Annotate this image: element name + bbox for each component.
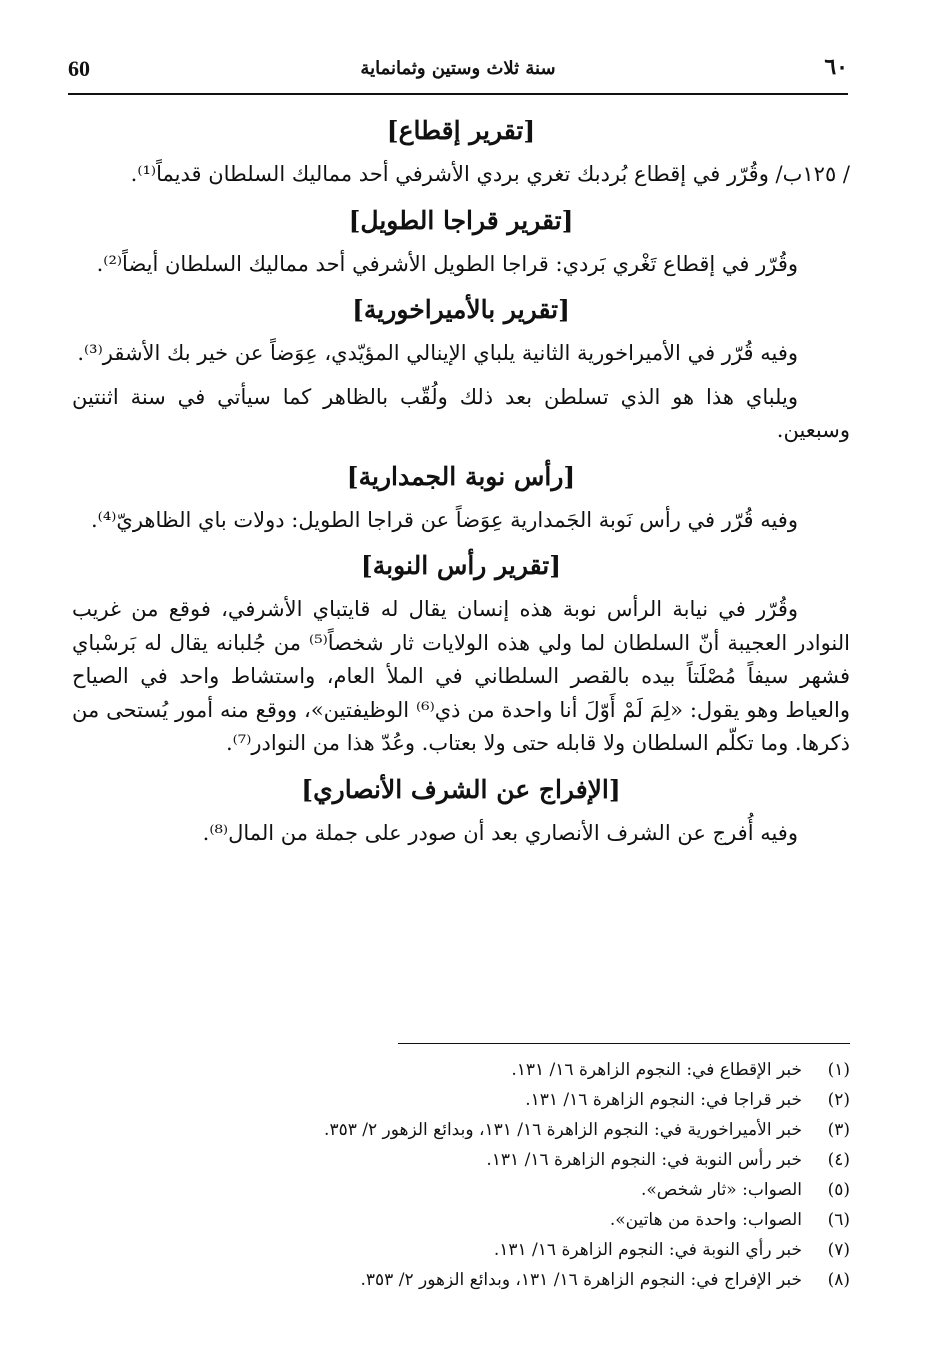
- section-heading: [تقرير إقطاع]: [386, 116, 536, 145]
- footnote-rule: [398, 1043, 850, 1044]
- paragraph: ويلباي هذا هو الذي تسلطن بعد ذلك ولُقّب بالظاهر كما سيأتي في سنة اثنتين وسبعين.: [72, 384, 850, 442]
- section-heading: [تقرير قراجا الطويل]: [348, 205, 574, 235]
- section-qaraja: [72, 202, 850, 282]
- running-title: سنة ثلاث وستين وثمانماية: [360, 58, 556, 79]
- paragraph: وقُرّر في نيابة الرأس نوبة هذه إنسان يقال له قايتباي الأشرفي، فوقع من غريب النوادر العجيبة أنّ السلطان لما ولي هذه الولايات ثار شخصاً⁽⁵⁾ من جُلبانه يقال له بَرسْباي فشهر سيفاً مُصْلَتاً بيده بالقصر السلطاني في الملأ العام، واستشاط واحد في الصياح والعياط وهو يقول: «لِمَ لَمْ أَوّلَ أنا واحدة من ذي⁽⁶⁾ الوظيفتين»، ووقع منه أمور يُستحى من ذكرها. وما تكلّم السلطان ولا قابله حتى ولا بعتاب. وعُدّ هذا من النوادر⁽⁷⁾.: [72, 597, 851, 755]
- footnotes: [90, 1055, 850, 1295]
- paragraph: / ١٢٥ب/ وقُرّر في إقطاع بُردبك تغري بردي الأشرفي أحد مماليك السلطان قديماً⁽¹⁾.: [130, 162, 850, 186]
- footnote-text: الصواب: واحدة من هاتين».: [609, 1210, 802, 1230]
- footnote-number: (٥): [827, 1180, 850, 1200]
- footnote: [90, 1205, 850, 1235]
- footnote: [90, 1235, 850, 1265]
- page-number-latin: 60: [68, 56, 90, 81]
- footnote-text: خبر رأس النوبة في: النجوم الزاهرة ١٦/ ١٣١.: [486, 1150, 802, 1170]
- footnote-text: الصواب: «ثار شخص».: [640, 1180, 802, 1200]
- section-heading: [تقرير رأس النوبة]: [360, 551, 562, 580]
- footnote-text: خبر الإفراج في: النجوم الزاهرة ١٦/ ١٣١، وبدائع الزهور ٢/ ٣٥٣.: [360, 1270, 802, 1290]
- paragraph: وفيه أُفرج عن الشرف الأنصاري بعد أن صودر على جملة من المال⁽⁸⁾.: [202, 820, 798, 845]
- footnote: [90, 1265, 850, 1295]
- header-rule: [68, 93, 848, 95]
- section-heading: [تقرير بالأميراخورية]: [352, 295, 570, 324]
- page-number-arabic: ٦٠: [824, 54, 848, 80]
- footnote: [90, 1085, 850, 1115]
- footnote: [90, 1175, 850, 1205]
- footnote: [90, 1115, 850, 1145]
- section-ifraj: [72, 771, 850, 851]
- footnote-text: خبر قراجا في: النجوم الزاهرة ١٦/ ١٣١.: [525, 1090, 802, 1110]
- footnote: [90, 1145, 850, 1175]
- footnote-text: خبر الإقطاع في: النجوم الزاهرة ١٦/ ١٣١.: [511, 1060, 802, 1080]
- footnote-text: خبر الأميراخورية في: النجوم الزاهرة ١٦/ ١٣١، وبدائع الزهور ٢/ ٣٥٣.: [324, 1120, 802, 1140]
- footnote-number: (٨): [827, 1270, 850, 1290]
- section-iqta: [72, 112, 850, 192]
- paragraph: وفيه قُرّر في الأميراخورية الثانية يلباي الإينالي المؤيّدي، عِوَضاً عن خير بك الأشقر⁽³⁾.: [77, 341, 798, 365]
- page-header: [68, 50, 848, 92]
- footnote-text: خبر رأي النوبة في: النجوم الزاهرة ١٦/ ١٣١.: [493, 1240, 802, 1260]
- section-ras-nawba: [72, 547, 850, 761]
- section-amirakhuriya: [72, 291, 850, 448]
- section-jamdariya: [72, 458, 850, 538]
- footnote-number: (٢): [827, 1090, 850, 1110]
- footnote: [90, 1055, 850, 1085]
- section-heading: [الإفراج عن الشرف الأنصاري]: [301, 774, 621, 804]
- main-text: [72, 112, 850, 860]
- paragraph: وقُرّر في إقطاع تَغْري بَردي: قراجا الطويل الأشرفي أحد مماليك السلطان أيضاً⁽²⁾.: [96, 251, 798, 276]
- footnote-number: (٤): [827, 1150, 850, 1170]
- section-heading: [رأس نوبة الجمدارية]: [346, 461, 576, 491]
- footnote-number: (٦): [827, 1210, 850, 1230]
- footnote-number: (٧): [827, 1240, 850, 1260]
- footnote-number: (٣): [827, 1120, 850, 1140]
- paragraph: وفيه قُرّر في رأس نَوبة الجَمدارية عِوَضاً عن قراجا الطويل: دولات باي الظاهريّ⁽⁴⁾.: [90, 507, 798, 532]
- footnote-number: (١): [827, 1060, 850, 1080]
